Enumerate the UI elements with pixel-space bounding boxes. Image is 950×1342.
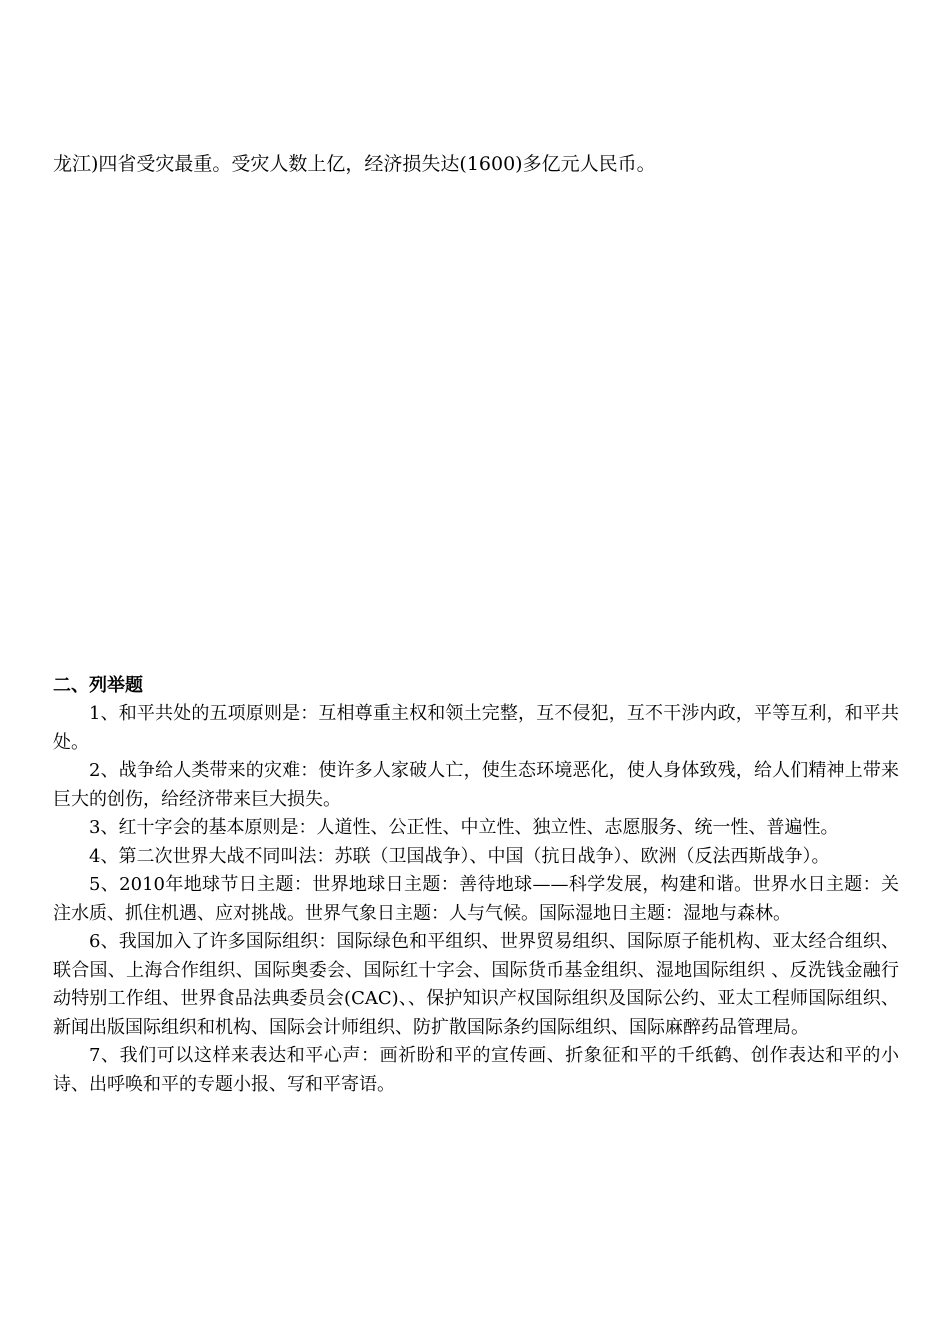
list-item-4: 4、第二次世界大战不同叫法：苏联（卫国战争）、中国（抗日战争）、欧洲（反法西斯战争）。 xyxy=(89,845,830,867)
list-item-5: 5、2010年地球节日主题：世界地球日主题：善待地球——科学发展，构建和谐。世界水日主题：关注水质、抓住机遇、应对挑战。世界气象日主题：人与气候。国际湿地日主题：湿地与森林。 xyxy=(53,874,899,924)
list-item-2: 2、战争给人类带来的灾难：使许多人家破人亡，使生态环境恶化，使人身体致残，给人们精神上带来巨大的创伤，给经济带来巨大损失。 xyxy=(53,760,899,810)
section-heading: 二、列举题 xyxy=(53,675,143,696)
list-item-3: 3、红十字会的基本原则是：人道性、公正性、中立性、独立性、志愿服务、统一性、普遍性。 xyxy=(89,817,839,838)
continued-paragraph: 龙江)四省受灾最重。受灾人数上亿，经济损失达(1600)多亿元人民币。 xyxy=(53,153,656,175)
list-item-7: 7、我们可以这样来表达和平心声：画祈盼和平的宣传画、折象征和平的千纸鹤、创作表达和平的小诗、出呼唤和平的专题小报、写和平寄语。 xyxy=(53,1045,899,1095)
section-enumeration xyxy=(53,672,899,1099)
list-item-1: 1、和平共处的五项原则是：互相尊重主权和领土完整，互不侵犯，互不干涉内政，平等互利，和平共处。 xyxy=(53,703,899,753)
list-item-6: 6、我国加入了许多国际组织：国际绿色和平组织、世界贸易组织、国际原子能机构、亚太经合组织、联合国、上海合作组织、国际奥委会、国际红十字会、国际货币基金组织、湿地国际组织 、反洗钱金融行动特别工作组、世界食品法典委员会(CAC)、、保护知识产权国际组织及国际公约、亚太工程师国际组织、新闻出版国际组织和机构、国际会计师组织、防扩散国际条约国际组织、国际麻醉药品管理局。 xyxy=(53,931,899,1038)
